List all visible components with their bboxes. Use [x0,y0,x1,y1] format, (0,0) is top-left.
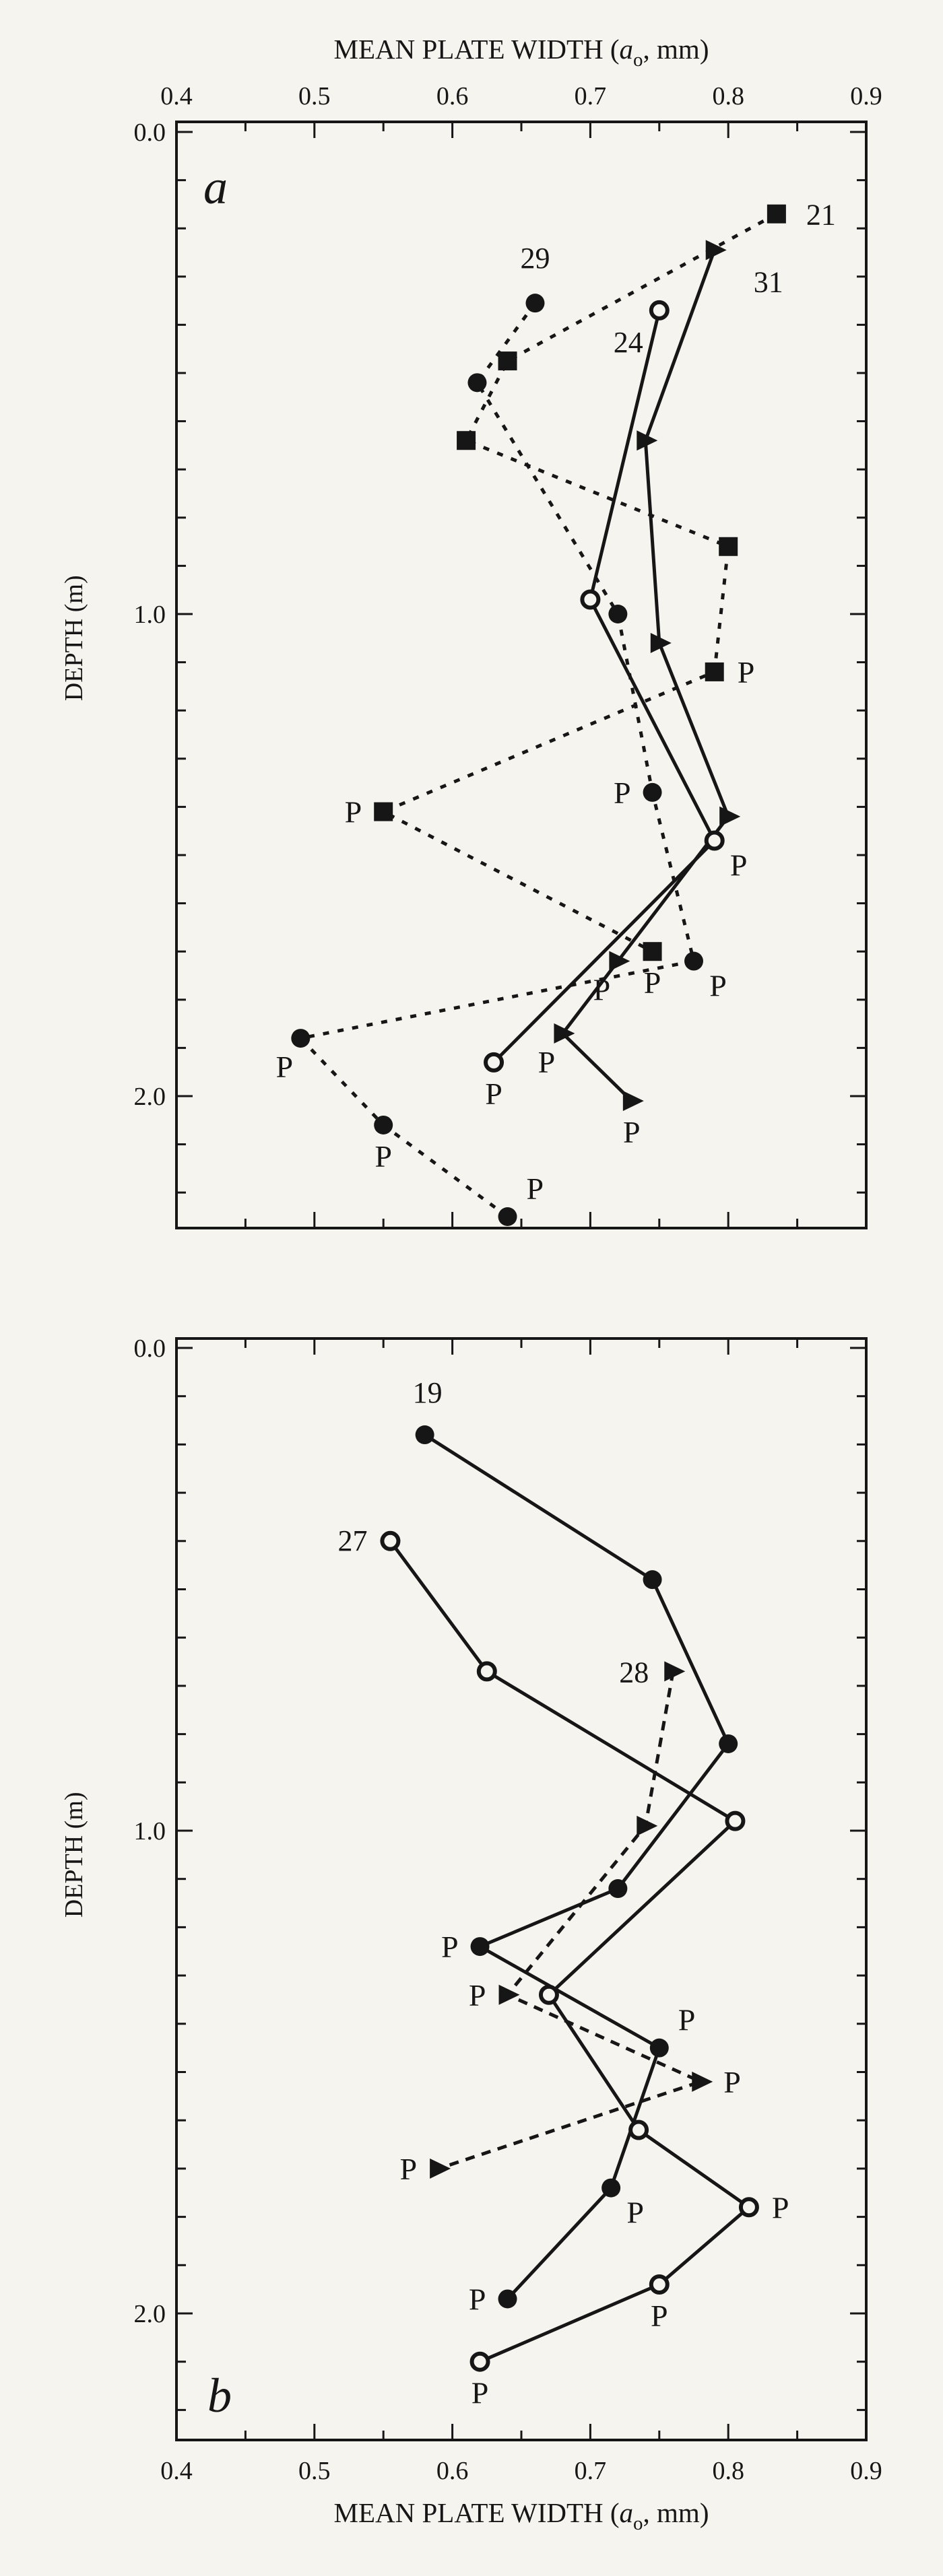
data-point-marker-filled-square [705,663,724,681]
series-label-31: 31 [753,265,783,299]
data-point-marker-filled-square [767,205,786,224]
x-tick-label: 0.9 [850,2457,882,2485]
panel-letter: a [203,160,228,214]
pit-label-P: P [468,1977,486,2012]
x-tick-label: 0.4 [160,2457,193,2485]
data-point-marker-open-circle [479,1663,495,1679]
data-point-marker-open-circle [630,2122,647,2138]
data-point-marker-open-circle [651,2276,668,2293]
y-tick-label: 1.0 [133,1817,166,1845]
y-axis-title: DEPTH (m) [60,1792,88,1918]
x-axis-title: MEAN PLATE WIDTH ($a_o$, mm) [333,34,709,71]
series-label-21: 21 [806,198,836,232]
data-point-marker-filled-circle [467,373,486,392]
x-tick-label: 0.8 [712,2457,744,2485]
x-tick-label: 0.9 [850,82,882,110]
y-tick-label: 1.0 [133,601,166,629]
data-point-marker-filled-square [457,431,476,450]
x-tick-label: 0.7 [574,82,607,110]
data-point-marker-open-circle [582,592,598,608]
pit-label-P: P [678,2002,696,2037]
data-point-marker-filled-circle [291,1029,310,1048]
pit-label-P: P [643,965,661,1001]
series-label-24: 24 [613,325,643,359]
x-axis-title: MEAN PLATE WIDTH ($a_o$, mm) [333,2497,709,2534]
pit-label-P: P [771,2190,789,2225]
panel-letter: b [207,2369,232,2422]
pit-label-P: P [709,968,727,1003]
data-point-marker-filled-circle [416,1425,434,1444]
pit-label-P: P [275,1050,294,1085]
y-tick-label: 0.0 [133,118,166,147]
data-point-marker-filled-circle [643,783,662,802]
data-point-marker-filled-square [498,351,517,370]
data-point-marker-filled-circle [608,1879,627,1898]
data-point-marker-filled-square [374,803,393,821]
y-tick-label: 2.0 [133,2300,166,2328]
data-point-marker-filled-circle [684,952,703,971]
pit-label-P: P [729,848,748,883]
data-point-marker-open-circle [486,1054,502,1071]
data-point-marker-filled-circle [498,2289,517,2308]
x-tick-label: 0.4 [160,82,193,110]
pit-label-P: P [626,2195,644,2230]
data-point-marker-open-circle [382,1533,398,1549]
series-label-27: 27 [337,1524,368,1557]
data-point-marker-open-circle [741,2199,757,2215]
x-tick-label: 0.6 [436,2457,469,2485]
pit-label-P: P [623,1115,641,1150]
data-point-marker-filled-circle [650,2039,669,2058]
series-label-28: 28 [619,1656,649,1689]
data-point-marker-filled-circle [374,1116,393,1134]
data-point-marker-open-circle [707,833,723,849]
data-point-marker-filled-circle [643,1570,662,1589]
data-point-marker-open-circle [651,302,668,318]
data-point-marker-open-circle [541,1987,557,2003]
data-point-marker-open-circle [727,1813,743,1829]
data-point-marker-open-circle [472,2354,488,2370]
x-tick-label: 0.5 [298,2457,331,2485]
pit-label-P: P [375,1139,392,1174]
data-point-marker-filled-circle [471,1937,490,1956]
data-point-marker-filled-circle [498,1207,517,1226]
pit-label-P: P [485,1076,502,1111]
pit-label-P: P [651,2298,668,2333]
y-tick-label: 0.0 [133,1334,166,1363]
x-tick-label: 0.6 [436,82,469,110]
y-tick-label: 2.0 [133,1083,166,1111]
series-label-29: 29 [520,242,550,275]
pit-label-P: P [399,2151,418,2186]
pit-label-P: P [526,1172,544,1206]
pit-label-P: P [344,794,362,829]
pit-label-P: P [538,1044,556,1079]
pit-label-P: P [593,972,611,1007]
x-tick-label: 0.7 [574,2457,607,2485]
pit-label-P: P [613,775,631,810]
pit-label-P: P [441,1930,459,1965]
x-tick-label: 0.8 [712,82,744,110]
x-tick-label: 0.5 [298,82,331,110]
data-point-marker-filled-circle [525,294,544,312]
pit-label-P: P [723,2064,741,2099]
series-label-19: 19 [412,1376,443,1410]
y-axis-title: DEPTH (m) [60,575,88,702]
pit-label-P: P [468,2282,486,2317]
data-point-marker-filled-circle [719,1734,738,1753]
pit-label-P: P [471,2375,489,2410]
data-point-marker-filled-circle [608,605,627,623]
pit-label-P: P [737,654,755,689]
data-point-marker-filled-circle [601,2179,620,2198]
data-point-marker-filled-square [719,537,738,556]
data-point-marker-filled-square [643,942,662,961]
